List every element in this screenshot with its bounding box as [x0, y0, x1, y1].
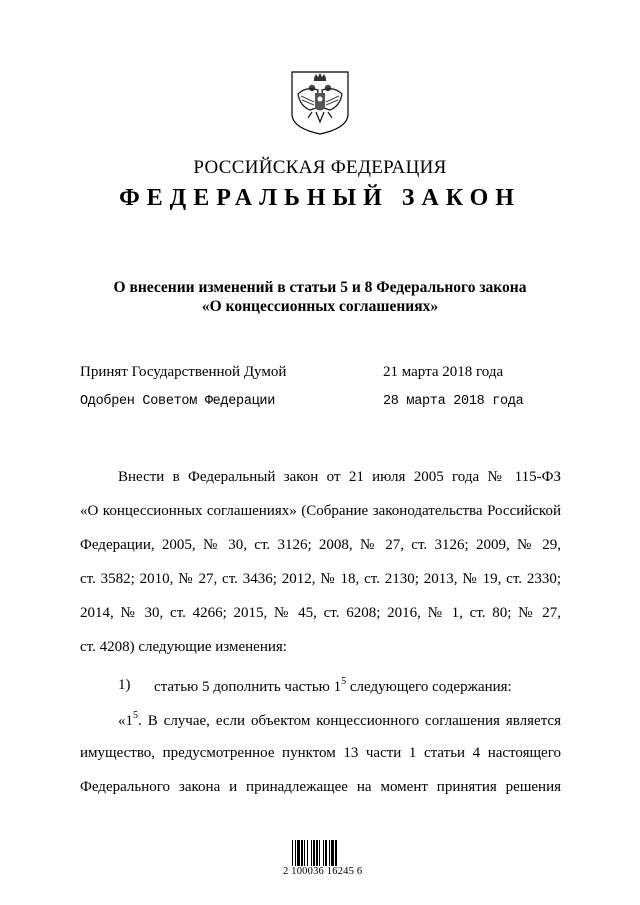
body-line: 2014, № 30, ст. 4266; 2015, № 45, ст. 6208; 2016, № 1, ст. 80; № 27,: [80, 605, 561, 621]
body-line: «О концессионных соглашениях» (Собрание законодательства Российской: [80, 503, 561, 519]
body-line: ст. 3582; 2010, № 27, ст. 3436; 2012, № 18, ст. 2130; 2013, № 19, ст. 2330;: [80, 571, 561, 587]
body-line: имущество, предусмотренное пунктом 13 части 1 статьи 4 настоящего: [80, 745, 561, 761]
body-line: Федерального закона и принадлежащее на момент принятия решения: [80, 779, 561, 795]
list-item-text: статью 5 дополнить частью $1^5$ следующего содержания:: [154, 676, 512, 695]
document-type: ФЕДЕРАЛЬНЫЙ ЗАКОН: [119, 185, 521, 211]
list-item-number: 1): [118, 677, 131, 693]
barcode: [292, 838, 352, 868]
country-name: РОССИЙСКАЯ ФЕДЕРАЦИЯ: [193, 157, 447, 178]
adopted-by-duma-label: Принят Государственной Думой: [80, 364, 287, 380]
coat-of-arms-emblem: [288, 68, 352, 136]
subject-line-2: «О концессионных соглашениях»: [201, 298, 439, 315]
body-line: Федерации, 2005, № 30, ст. 3126; 2008, № 27, ст. 3126; 2009, № 29,: [80, 537, 561, 553]
law-subject: [0, 278, 640, 316]
approved-date: 28 марта 2018 года: [383, 394, 524, 409]
approved-by-council-label: Одобрен Советом Федерации: [80, 394, 276, 409]
subject-line-1: О внесении изменений в статьи 5 и 8 Федерального закона: [113, 279, 527, 296]
body-line: Внести в Федеральный закон от 21 июля 2005 года № 115-ФЗ: [118, 469, 561, 485]
quote-first-line: «$1^5$. В случае, если объектом концессионного соглашения является: [118, 710, 561, 729]
adopted-date: 21 марта 2018 года: [383, 364, 504, 380]
barcode-number: 2 100036 16245 6: [283, 866, 363, 877]
body-line: ст. 4208) следующие изменения:: [80, 639, 287, 655]
